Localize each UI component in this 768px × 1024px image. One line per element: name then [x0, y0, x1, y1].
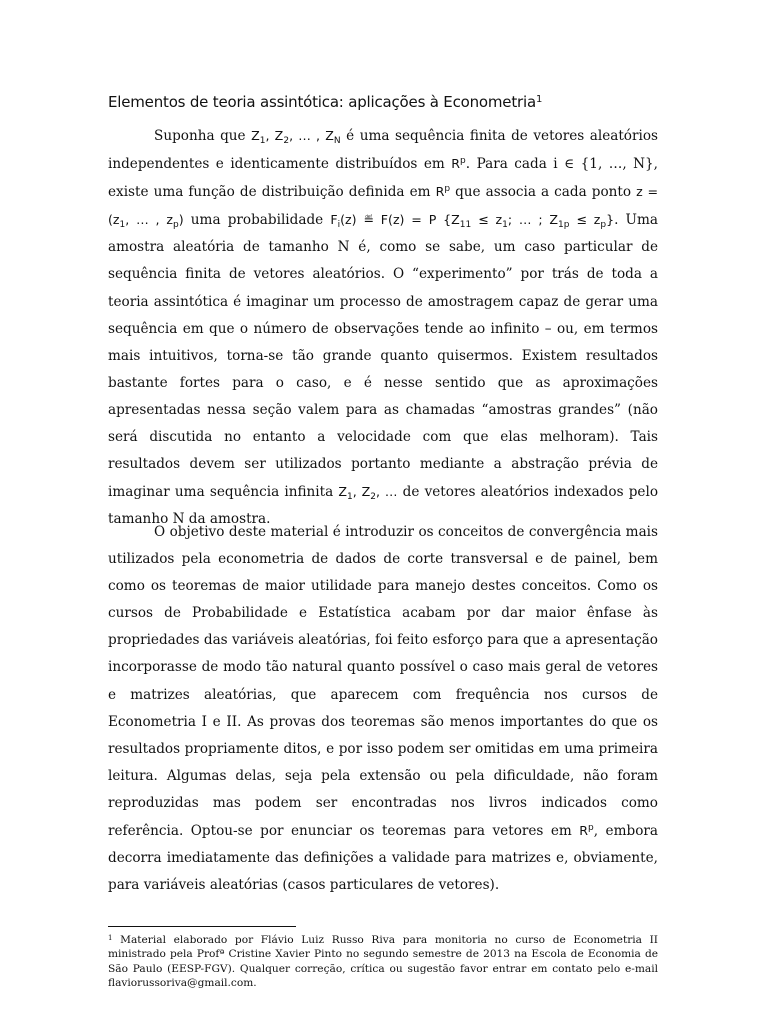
p1-text-6: . Uma amostra aleatória de tamanho N é, como se sabe, um caso particular de sequência finita de vetores aleatórios. O “experimento” por trás de toda a teoria assintótica é imaginar um processo de amostragem capaz de gerar uma sequência em que o número de observações tende ao infinito – ou, em termos mais intuitivos, torna-se tão grande quanto quisermos. Existem resultados bastante fortes para o caso, e é nesse sentido que as aproximações apresentadas nessa seção valem para as chamadas “amostras grandes” (não será discutida no entanto a velocidade com que elas melhoram). Tais resultados devem ser utilizados portanto mediante a abstração prévia de imaginar uma sequência infinita	[108, 212, 659, 501]
footnote-mark: 1	[108, 934, 113, 942]
math-rp-3: $R^p$	[579, 823, 594, 839]
paragraph-1	[108, 122, 658, 533]
p2-text-1: O objetivo deste material é introduzir os conceitos de convergência mais utilizados pela econometria de dados de corte transversal e de painel, bem como os teoremas de maior utilidade para manejo destes conceitos. Como os cursos de Probabilidade e Estatística acabam por dar maior ênfase às propriedades das variáveis aleatórias, foi feito esforço para que a apresentação incorporasse de modo tão natural quanto possível o caso mais geral de vetores e matrizes aleatórias, que aparecem com frequência nos cursos de Econometria I e II. As provas dos teoremas são menos importantes do que os resultados propriamente ditos, e por isso podem ser omitidas em uma primeira leitura. Algumas delas, seja pela extensão ou pela dificuldade, não foram reproduzidas mas podem ser encontradas nos livros indicados como referência. Optou-se por enunciar os teoremas para vetores em	[108, 524, 658, 840]
p1-text-3: . Para cada i ∈ {1, …, N}, existe uma função de distribuição definida em	[108, 156, 658, 201]
math-probability-definition: $F_i(z)$ ≝ F(z) = P {$Z_{11} \le z_1$; … ; $Z_{1p} \le z_p$}	[330, 212, 615, 231]
title-footnote-mark: 1	[535, 94, 543, 105]
math-point-z: $z = (z_1$, … , $z_p$)	[108, 184, 658, 231]
paragraph-2	[108, 519, 658, 899]
p1-text-2: é uma sequência finita de vetores aleatórios independentes e identicamente distribuídos em	[108, 128, 659, 173]
document-title	[108, 93, 542, 111]
math-rp-1: $R^p$	[451, 156, 466, 172]
p1-text-7: de vetores aleatórios indexados pelo tamanho N da amostra.	[108, 484, 659, 528]
p2-text-2: , embora decorra imediatamente das definições a validade para matrizes e, obviamente, para variáveis aleatórias (casos particulares de vetores).	[108, 823, 658, 894]
p1-text-5: uma probabilidade	[183, 212, 331, 229]
math-rp-2: $R^p$	[435, 184, 451, 200]
math-z-sequence: $Z_1$, $Z_2$, … , $Z_N$	[251, 128, 341, 146]
footnote	[108, 933, 658, 990]
p1-text-1: Suponha que	[154, 128, 252, 144]
p1-text-4: que associa a cada ponto	[450, 184, 637, 201]
title-text: Elementos de teoria assintótica: aplicações à Econometria	[108, 93, 536, 111]
footnote-divider	[108, 926, 296, 927]
math-infinite-sequence: $Z_1$, $Z_2$, …	[338, 484, 398, 503]
footnote-text: Material elaborado por Flávio Luiz Russo Riva para monitoria no curso de Econometria II ministrado pela Profª Cristine Xavier Pinto no segundo semestre de 2013 na Escola de Economia de São Paulo (EESP-FGV). Qualquer correção, crítica ou sugestão favor entrar em contato pelo e-mail flaviorussoriva@gmail.com.	[108, 934, 658, 989]
